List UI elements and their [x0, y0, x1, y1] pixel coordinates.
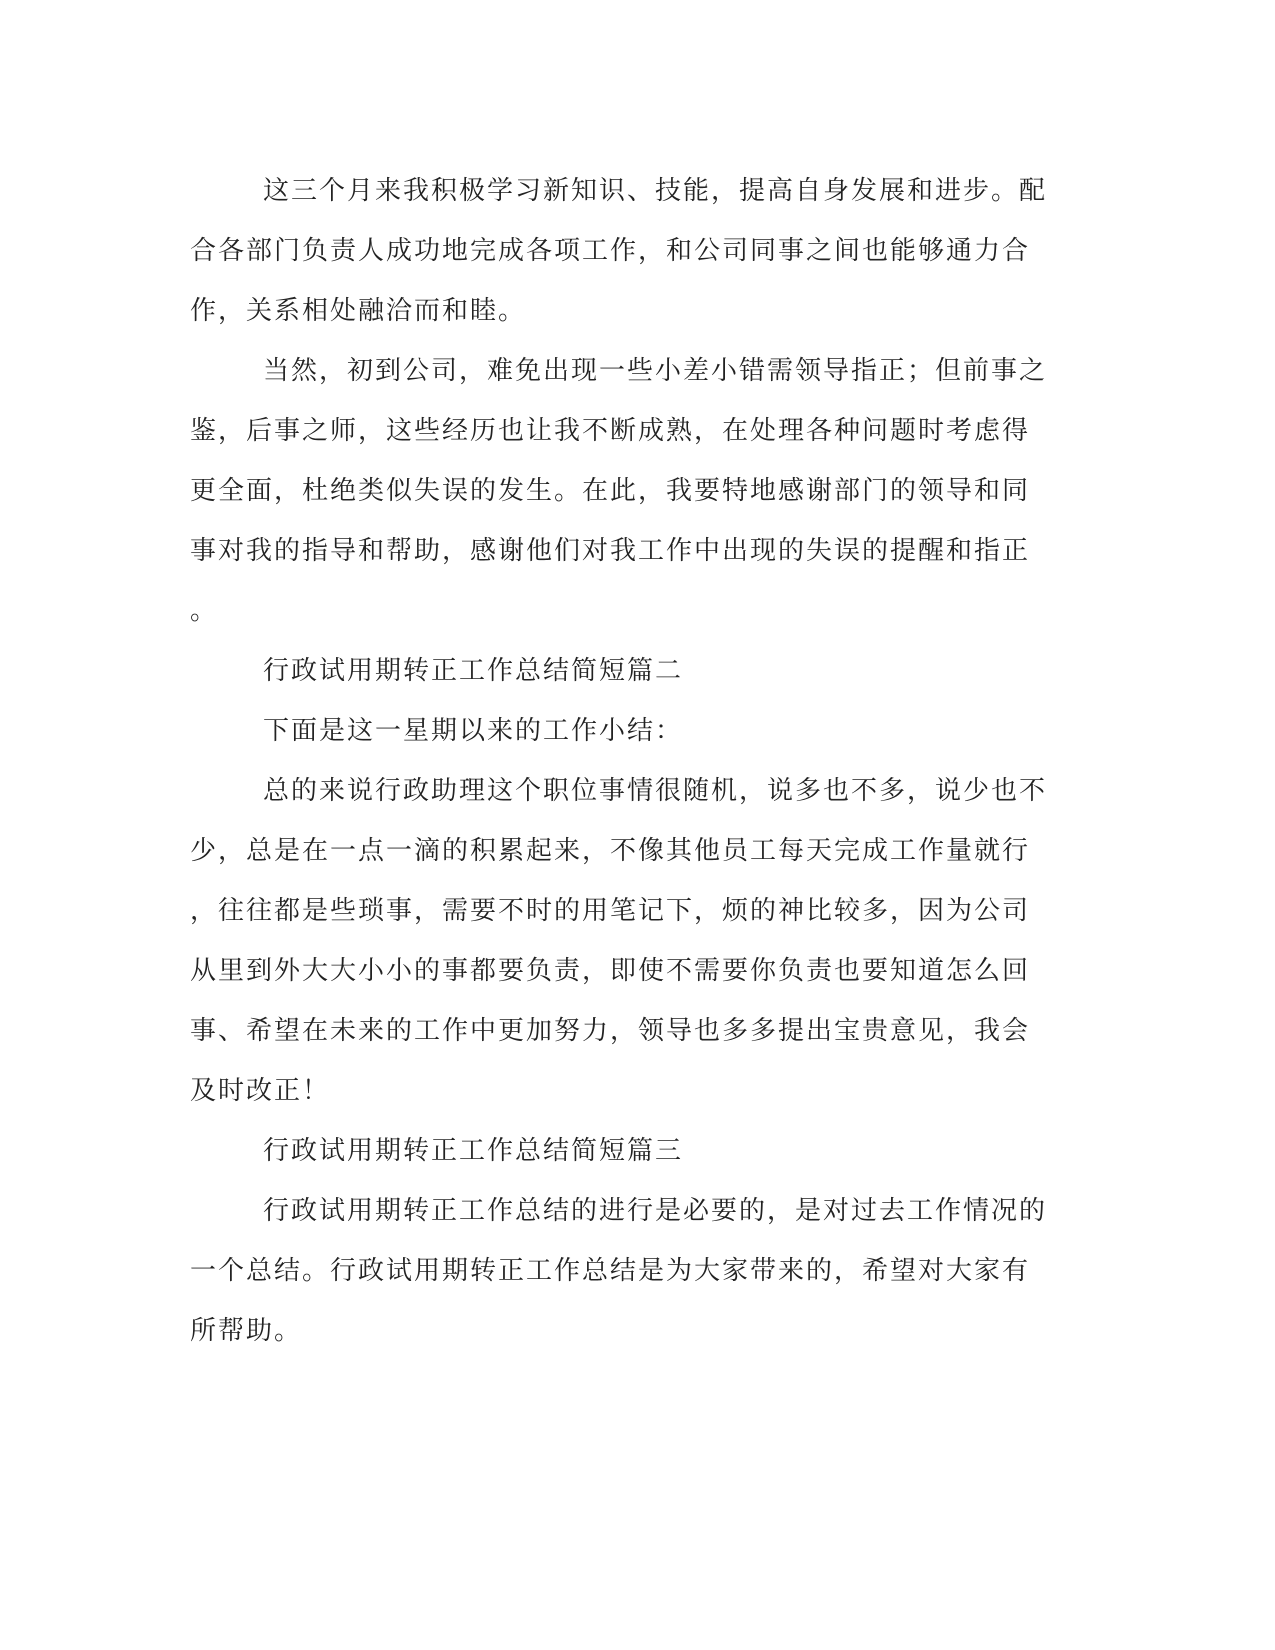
text-line: 从里到外大大小小的事都要负责，即使不需要你负责也要知道怎么回: [190, 956, 1031, 986]
text-line: 事、希望在未来的工作中更加努力，领导也多多提出宝贵意见，我会: [190, 1016, 1031, 1046]
text-line: 及时改正！: [190, 1076, 331, 1106]
section-heading-part-two: [190, 641, 1085, 701]
paragraph-role-description: [190, 761, 1085, 1121]
document-body: [190, 161, 1085, 1361]
text-line: 事对我的指导和帮助，感谢他们对我工作中出现的失误的提醒和指正: [190, 536, 1031, 566]
paragraph-closing: [190, 1181, 1085, 1361]
paragraph-intro: [190, 161, 1085, 341]
text-line: 合各部门负责人成功地完成各项工作，和公司同事之间也能够通力合: [190, 236, 1031, 266]
text-line: 所帮助。: [190, 1316, 303, 1346]
text-line: 。: [190, 596, 219, 626]
text-line: 作，关系相处融洽而和睦。: [190, 296, 527, 326]
text-line: 少，总是在一点一滴的积累起来，不像其他员工每天完成工作量就行: [190, 836, 1031, 866]
text-line: 总的来说行政助理这个职位事情很随机，说多也不多，说少也不: [263, 776, 1048, 806]
section-heading-part-three: [190, 1121, 1085, 1181]
text-line: 这三个月来我积极学习新知识、技能，提高自身发展和进步。配: [263, 176, 1048, 206]
text-line: 一个总结。行政试用期转正工作总结是为大家带来的，希望对大家有: [190, 1256, 1031, 1286]
text-line: 下面是这一星期以来的工作小结：: [263, 716, 684, 746]
text-line: 当然，初到公司，难免出现一些小差小错需领导指正；但前事之: [263, 356, 1048, 386]
paragraph-summary-intro: [190, 701, 1085, 761]
text-line: 更全面，杜绝类似失误的发生。在此，我要特地感谢部门的领导和同: [190, 476, 1031, 506]
section-heading: 行政试用期转正工作总结简短篇三: [263, 1136, 684, 1166]
paragraph-reflection: [190, 341, 1085, 641]
text-line: 行政试用期转正工作总结的进行是必要的，是对过去工作情况的: [263, 1196, 1048, 1226]
text-line: 鉴，后事之师，这些经历也让我不断成熟，在处理各种问题时考虑得: [190, 416, 1031, 446]
section-heading: 行政试用期转正工作总结简短篇二: [263, 656, 684, 686]
text-line: ，往往都是些琐事，需要不时的用笔记下，烦的神比较多，因为公司: [190, 896, 1031, 926]
